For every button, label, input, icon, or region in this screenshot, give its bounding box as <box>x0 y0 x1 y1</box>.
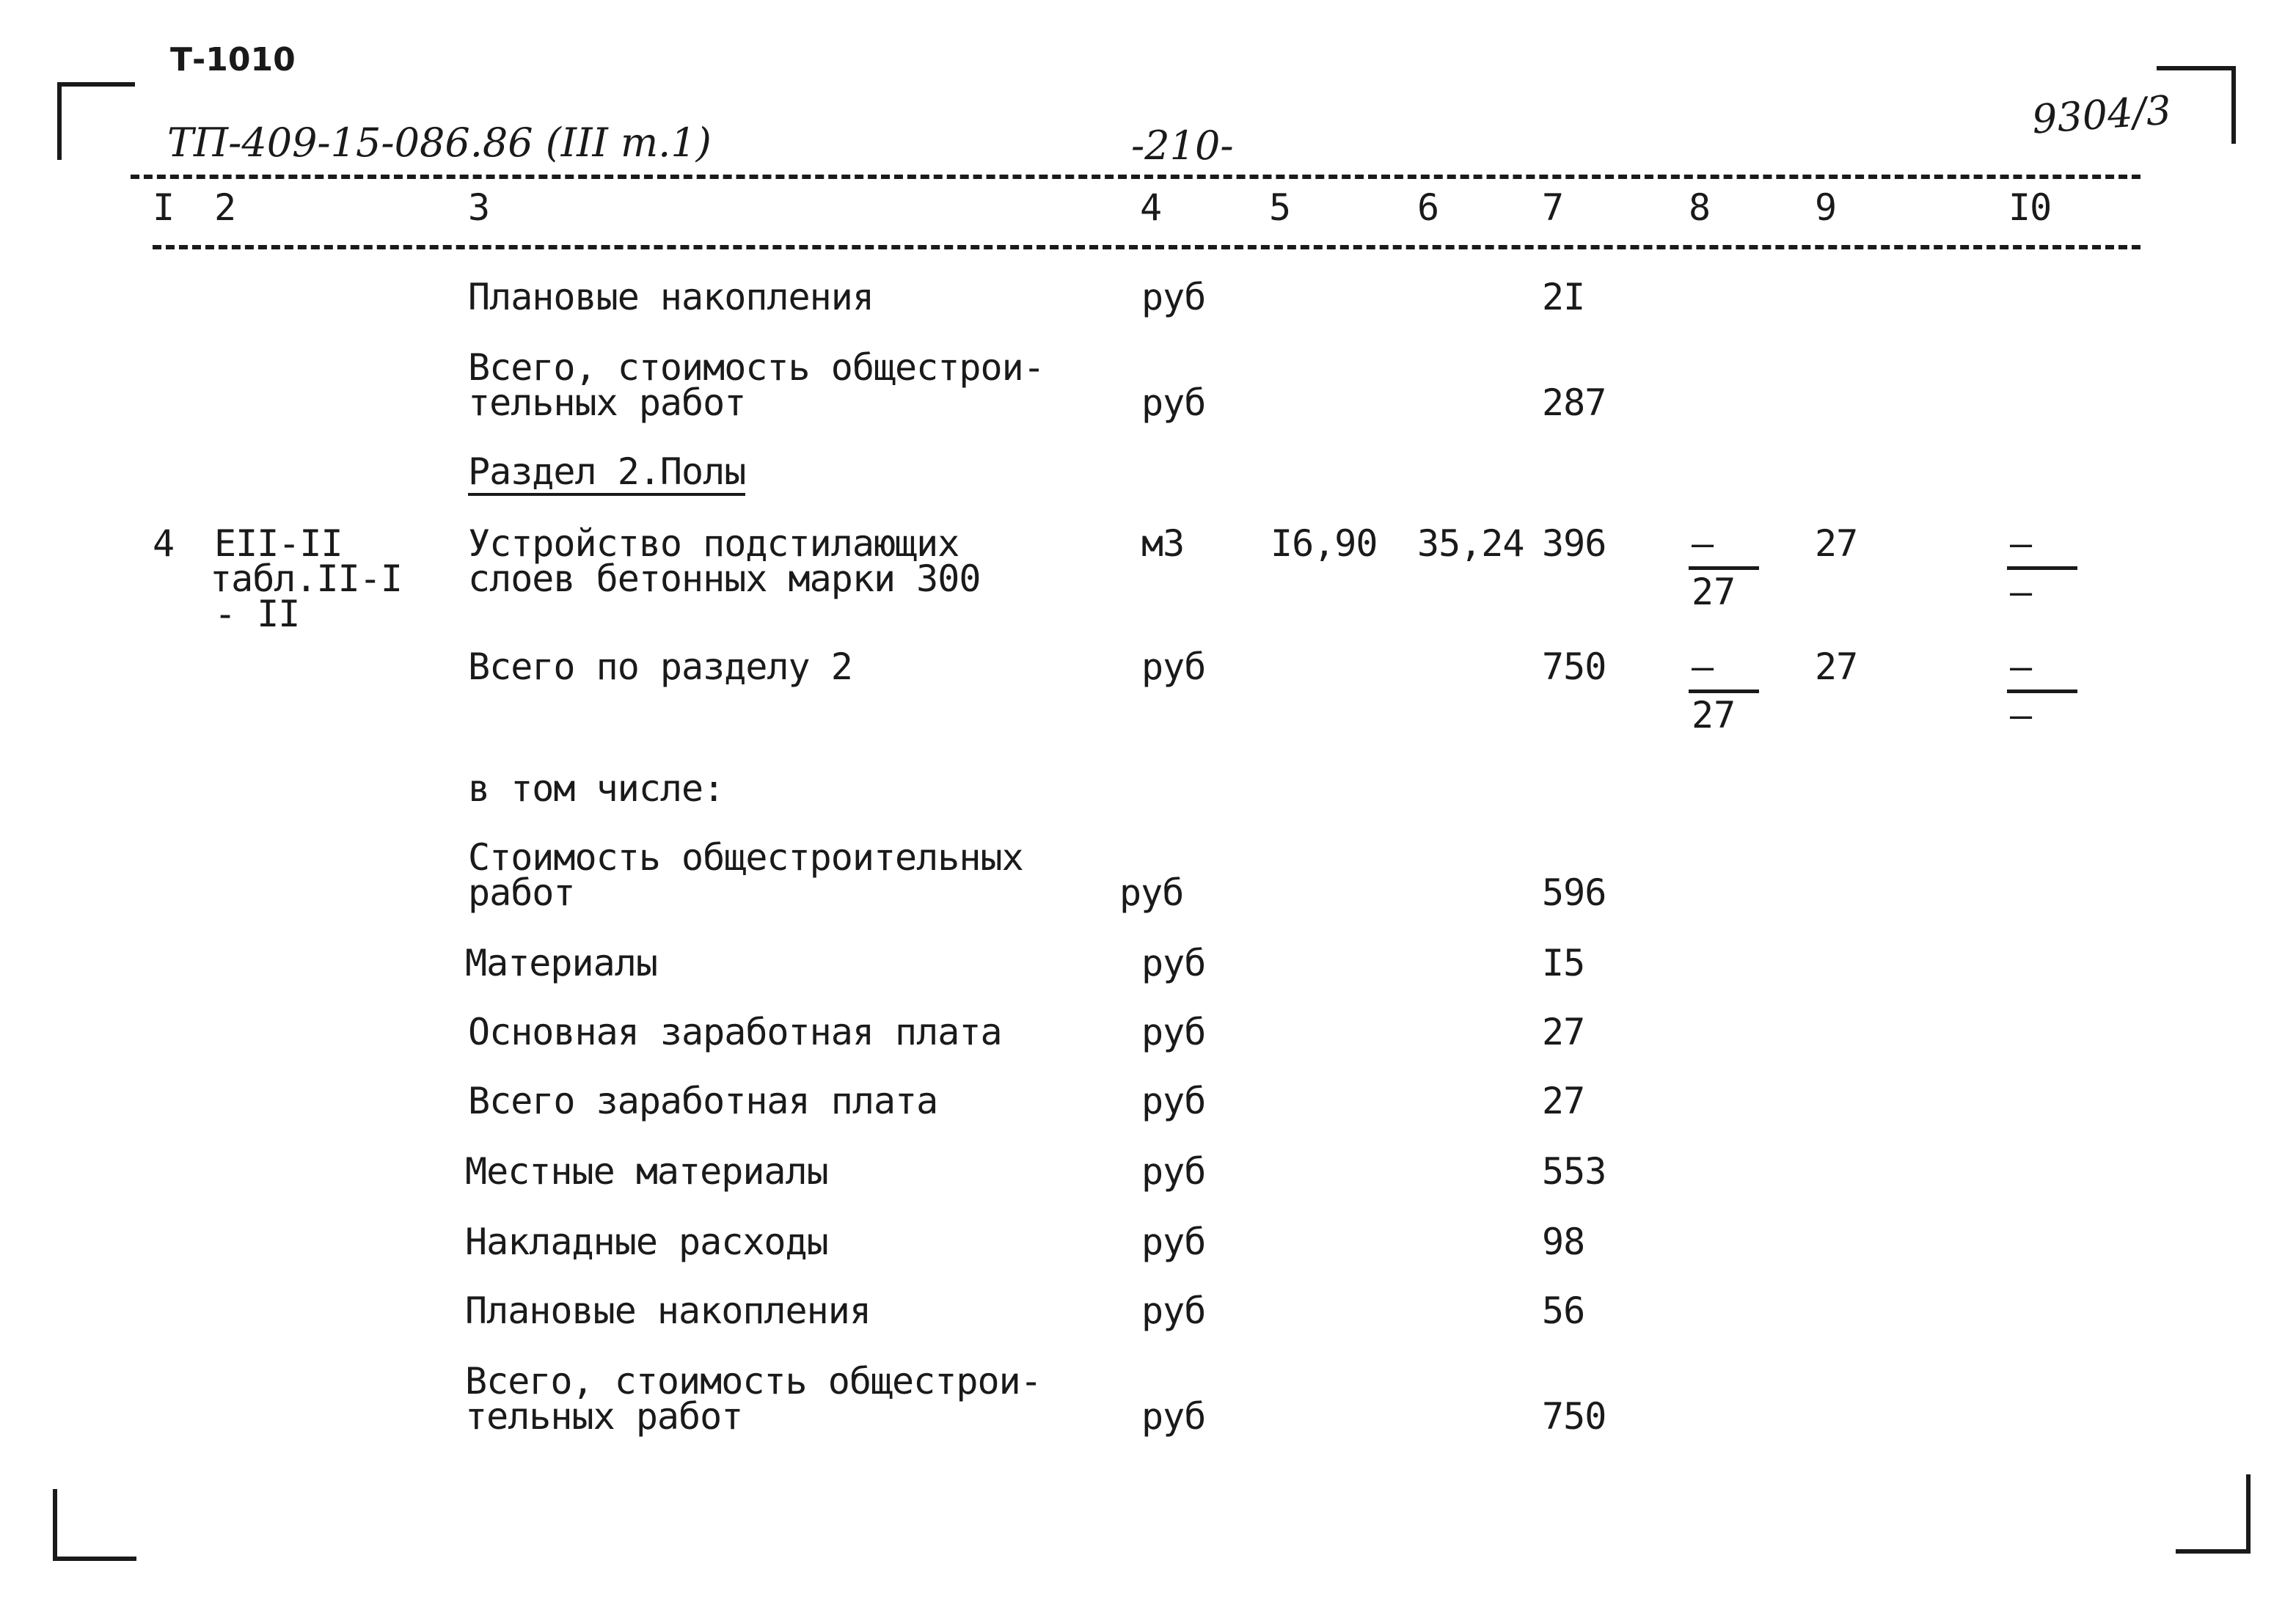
breakdown-planned-savings-unit: руб <box>1141 1290 1206 1332</box>
item-name-line1: Устройство подстилающих <box>468 522 959 565</box>
item-col9: 27 <box>1815 522 1858 565</box>
column-header-10: I0 <box>2008 186 2052 229</box>
row-planned-savings-name: Плановые накопления <box>468 276 874 318</box>
section-total-value: 750 <box>1542 645 1606 688</box>
breakdown-overhead-value: 98 <box>1542 1221 1585 1263</box>
row-total-value: 287 <box>1542 381 1606 424</box>
section-total-col8-bar <box>1689 690 1759 693</box>
breakdown-base-wage-value: 27 <box>1542 1011 1585 1053</box>
section-total-col10-bar <box>2007 690 2077 693</box>
page-number: -210- <box>1131 122 1234 169</box>
row-total-name-line2: тельных работ <box>468 381 746 424</box>
breakdown-total-wage-value: 27 <box>1542 1080 1585 1122</box>
row-total-name-line1: Всего, стоимость общестрои- <box>468 346 1045 389</box>
breakdown-base-wage-name: Основная заработная плата <box>468 1011 1002 1053</box>
breakdown-planned-savings-value: 56 <box>1542 1290 1585 1332</box>
item-code-line3: - II <box>214 593 300 635</box>
item-code-line1: ЕII-II <box>214 522 343 565</box>
row-total-unit: руб <box>1141 381 1206 424</box>
item-quantity: I6,90 <box>1271 522 1378 565</box>
item-cost: 396 <box>1542 522 1606 565</box>
column-header-7: 7 <box>1542 186 1564 229</box>
column-header-1: I <box>153 186 175 229</box>
item-col10-fraction <box>2007 522 2080 628</box>
breakdown-local-materials-unit: руб <box>1141 1150 1206 1193</box>
document-code: Т-1010 <box>170 41 296 78</box>
item-unit: м3 <box>1141 522 1185 565</box>
archive-number: 9304/3 <box>2030 87 2173 143</box>
item-name-line2: слоев бетонных марки 300 <box>468 557 981 600</box>
breakdown-general-works-line2: работ <box>468 871 575 914</box>
item-col10-bottom: – <box>2010 571 2033 613</box>
section-title: Раздел 2.Полы <box>468 453 745 496</box>
breakdown-general-works-value: 596 <box>1542 871 1606 914</box>
column-header-4: 4 <box>1140 186 1162 229</box>
breakdown-total-unit: руб <box>1141 1395 1206 1438</box>
item-number: 4 <box>153 522 175 565</box>
column-header-6: 6 <box>1417 186 1439 229</box>
breakdown-materials-value: I5 <box>1542 942 1585 984</box>
column-header-5: 5 <box>1269 186 1291 229</box>
section-total-col8-top: – <box>1692 645 1714 688</box>
item-col10-top: – <box>2010 522 2033 565</box>
item-col8-bar <box>1689 566 1759 570</box>
section-total-col10-fraction <box>2007 645 2080 751</box>
breakdown-materials-name: Материалы <box>465 942 657 984</box>
breakdown-materials-unit: руб <box>1141 942 1206 984</box>
breakdown-total-wage-unit: руб <box>1141 1080 1206 1122</box>
section-total-unit: руб <box>1141 645 1206 688</box>
breakdown-local-materials-name: Местные материалы <box>465 1150 828 1193</box>
breakdown-general-works-unit: руб <box>1119 871 1184 914</box>
frame-corner-bottom-left <box>53 1489 136 1561</box>
section-total-col8-fraction <box>1689 645 1762 751</box>
item-col10-bar <box>2007 566 2077 570</box>
project-reference: ТП-409-15-086.86 (III т.1) <box>167 120 712 166</box>
header-rule-top <box>131 175 2140 179</box>
breakdown-total-line2: тельных работ <box>465 1395 743 1438</box>
section-total-col10-bottom: – <box>2010 694 2033 736</box>
item-col8-bottom: 27 <box>1692 571 1736 613</box>
row-planned-savings-unit: руб <box>1141 276 1206 318</box>
section-total-name: Всего по разделу 2 <box>468 645 852 688</box>
breakdown-total-line1: Всего, стоимость общестрои- <box>465 1360 1042 1402</box>
breakdown-planned-savings-name: Плановые накопления <box>465 1290 871 1332</box>
breakdown-overhead-unit: руб <box>1141 1221 1206 1263</box>
breakdown-overhead-name: Накладные расходы <box>465 1221 828 1263</box>
row-planned-savings-value: 2I <box>1542 276 1585 318</box>
frame-corner-top-left <box>57 82 135 160</box>
item-code-line2: табл.II-I <box>210 557 402 600</box>
breakdown-total-value: 750 <box>1542 1395 1606 1438</box>
column-header-8: 8 <box>1689 186 1711 229</box>
section-total-col9: 27 <box>1815 645 1858 688</box>
item-col8-top: – <box>1692 522 1714 565</box>
section-total-col10-top: – <box>2010 645 2033 688</box>
breakdown-base-wage-unit: руб <box>1141 1011 1206 1053</box>
breakdown-general-works-line1: Стоимость общестроительных <box>468 836 1023 879</box>
including-label: в том числе: <box>468 767 725 810</box>
breakdown-total-wage-name: Всего заработная плата <box>468 1080 938 1122</box>
section-total-col8-bottom: 27 <box>1692 694 1736 736</box>
breakdown-local-materials-value: 553 <box>1542 1150 1606 1193</box>
header-rule-bottom <box>153 245 2140 249</box>
column-header-2: 2 <box>214 186 236 229</box>
frame-corner-bottom-right <box>2176 1474 2251 1554</box>
item-unit-price: 35,24 <box>1417 522 1524 565</box>
column-header-3: 3 <box>468 186 490 229</box>
column-header-9: 9 <box>1815 186 1837 229</box>
item-col8-fraction <box>1689 522 1762 628</box>
